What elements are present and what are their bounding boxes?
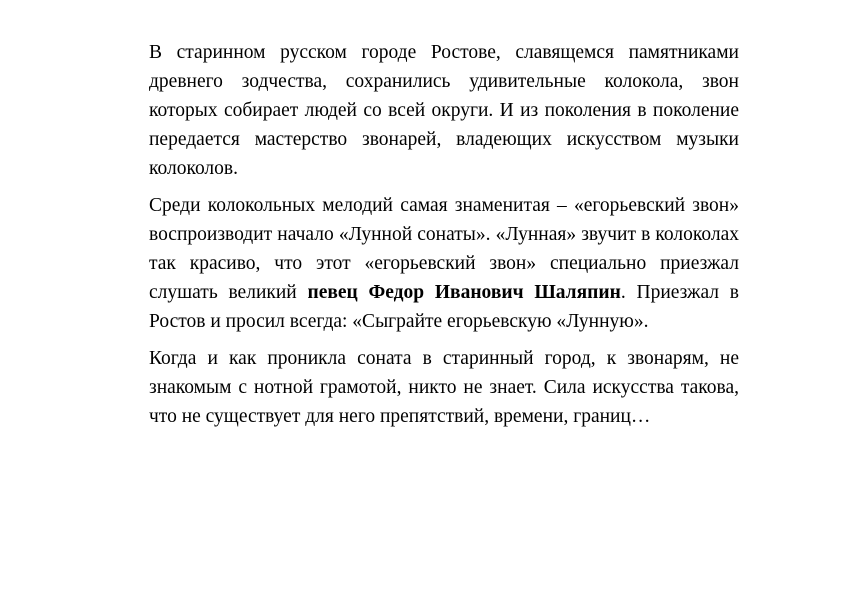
- document-body: [149, 38, 739, 439]
- paragraph-art-power: Когда и как проникла соната в старинный город, к звонарям, не знакомым с нотной грамотой, никто не знает. Сила искусства такова, что не существует для него препятствий, времени, границ…: [149, 348, 739, 427]
- chaliapin-name: певец Федор Иванович Шаляпин: [307, 282, 621, 303]
- paragraph-egorievsky-zvon: [149, 191, 739, 336]
- paragraph-text-before: Среди колокольных мелодий самая знаменитая – «егорьевский звон» воспроизводит начало «Лунной сонаты». «Лунная» звучит в колоколах так красиво, что этот «егорьевский звон» специально приезжал слушать великий: [149, 195, 739, 303]
- paragraph-text-after: . Приезжал в Ростов и просил всегда: «Сыграйте егорьевскую «Лунную».: [149, 282, 739, 332]
- paragraph-rostov-bells: В старинном русском городе Ростове, славящемся памятниками древнего зодчества, сохранились удивительные колокола, звон которых собирает людей со всей округи. И из поколения в поколение передается мастерство звонарей, владеющих искусством музыки колоколов.: [149, 42, 739, 179]
